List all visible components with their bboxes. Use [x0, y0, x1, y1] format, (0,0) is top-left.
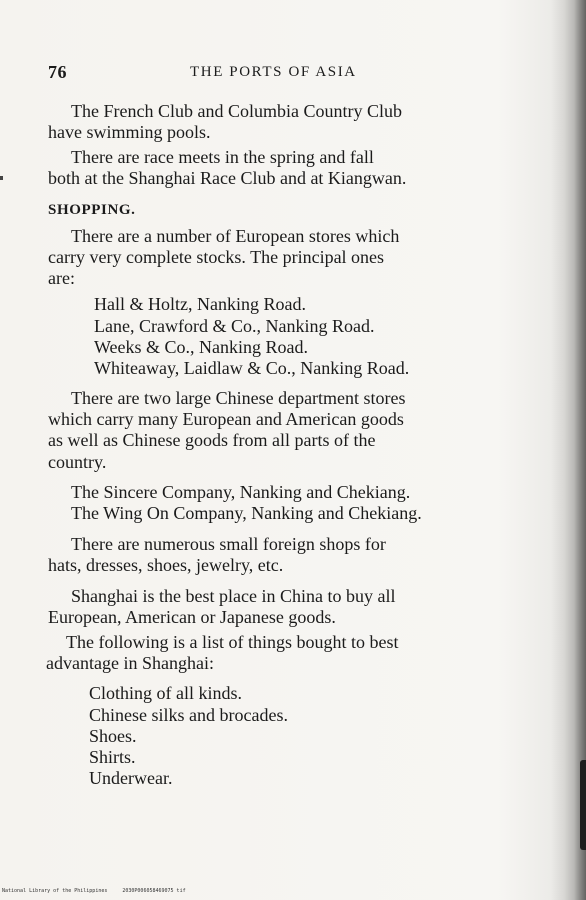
things-list-item: Chinese silks and brocades.: [89, 705, 288, 725]
european-stores-line-1: There are a number of European stores which: [71, 226, 400, 246]
scan-footer: [2, 888, 198, 894]
store-list-item: Lane, Crawford & Co., Nanking Road.: [94, 316, 375, 336]
chinese-stores-line-1: There are two large Chinese department stores: [71, 388, 406, 408]
european-stores-line-3: are:: [48, 268, 75, 288]
clubs-line-2: have swimming pools.: [48, 122, 211, 142]
department-store-item: The Wing On Company, Nanking and Chekiang.: [71, 503, 422, 523]
things-list-item: Underwear.: [89, 768, 173, 788]
races-line-2: both at the Shanghai Race Club and at Kiangwan.: [48, 168, 407, 188]
footer-code: 2030P006058469075 tif: [122, 888, 186, 894]
store-list-item: Weeks & Co., Nanking Road.: [94, 337, 309, 357]
store-list-item: Hall & Holtz, Nanking Road.: [94, 294, 306, 314]
list-intro-line-1: The following is a list of things bought to best: [66, 632, 399, 652]
things-list-item: Clothing of all kinds.: [89, 683, 242, 703]
races-line-1: There are race meets in the spring and fall: [71, 147, 374, 167]
clubs-line-1: The French Club and Columbia Country Club: [71, 101, 402, 121]
shopping-heading: SHOPPING.: [48, 202, 136, 218]
foreign-shops-line-1: There are numerous small foreign shops for: [71, 534, 386, 554]
european-stores-line-2: carry very complete stocks. The principal ones: [48, 247, 385, 267]
things-list-item: Shirts.: [89, 747, 136, 767]
chinese-stores-line-3: as well as Chinese goods from all parts of the: [48, 430, 376, 450]
chinese-stores-line-4: country.: [48, 452, 107, 472]
footer-library: National Library of the Philippines: [2, 888, 108, 894]
foreign-shops-line-2: hats, dresses, shoes, jewelry, etc.: [48, 555, 284, 575]
best-place-line-1: Shanghai is the best place in China to buy all: [71, 586, 396, 606]
list-intro-line-2: advantage in Shanghai:: [46, 653, 214, 673]
store-list-item: Whiteaway, Laidlaw & Co., Nanking Road.: [94, 358, 410, 378]
best-place-line-2: European, American or Japanese goods.: [48, 607, 336, 627]
department-store-item: The Sincere Company, Nanking and Chekiang.: [71, 482, 411, 502]
page-number: 76: [48, 62, 67, 82]
running-head: THE PORTS OF ASIA: [190, 64, 357, 80]
things-list-item: Shoes.: [89, 726, 137, 746]
chinese-stores-line-2: which carry many European and American goods: [48, 409, 404, 429]
